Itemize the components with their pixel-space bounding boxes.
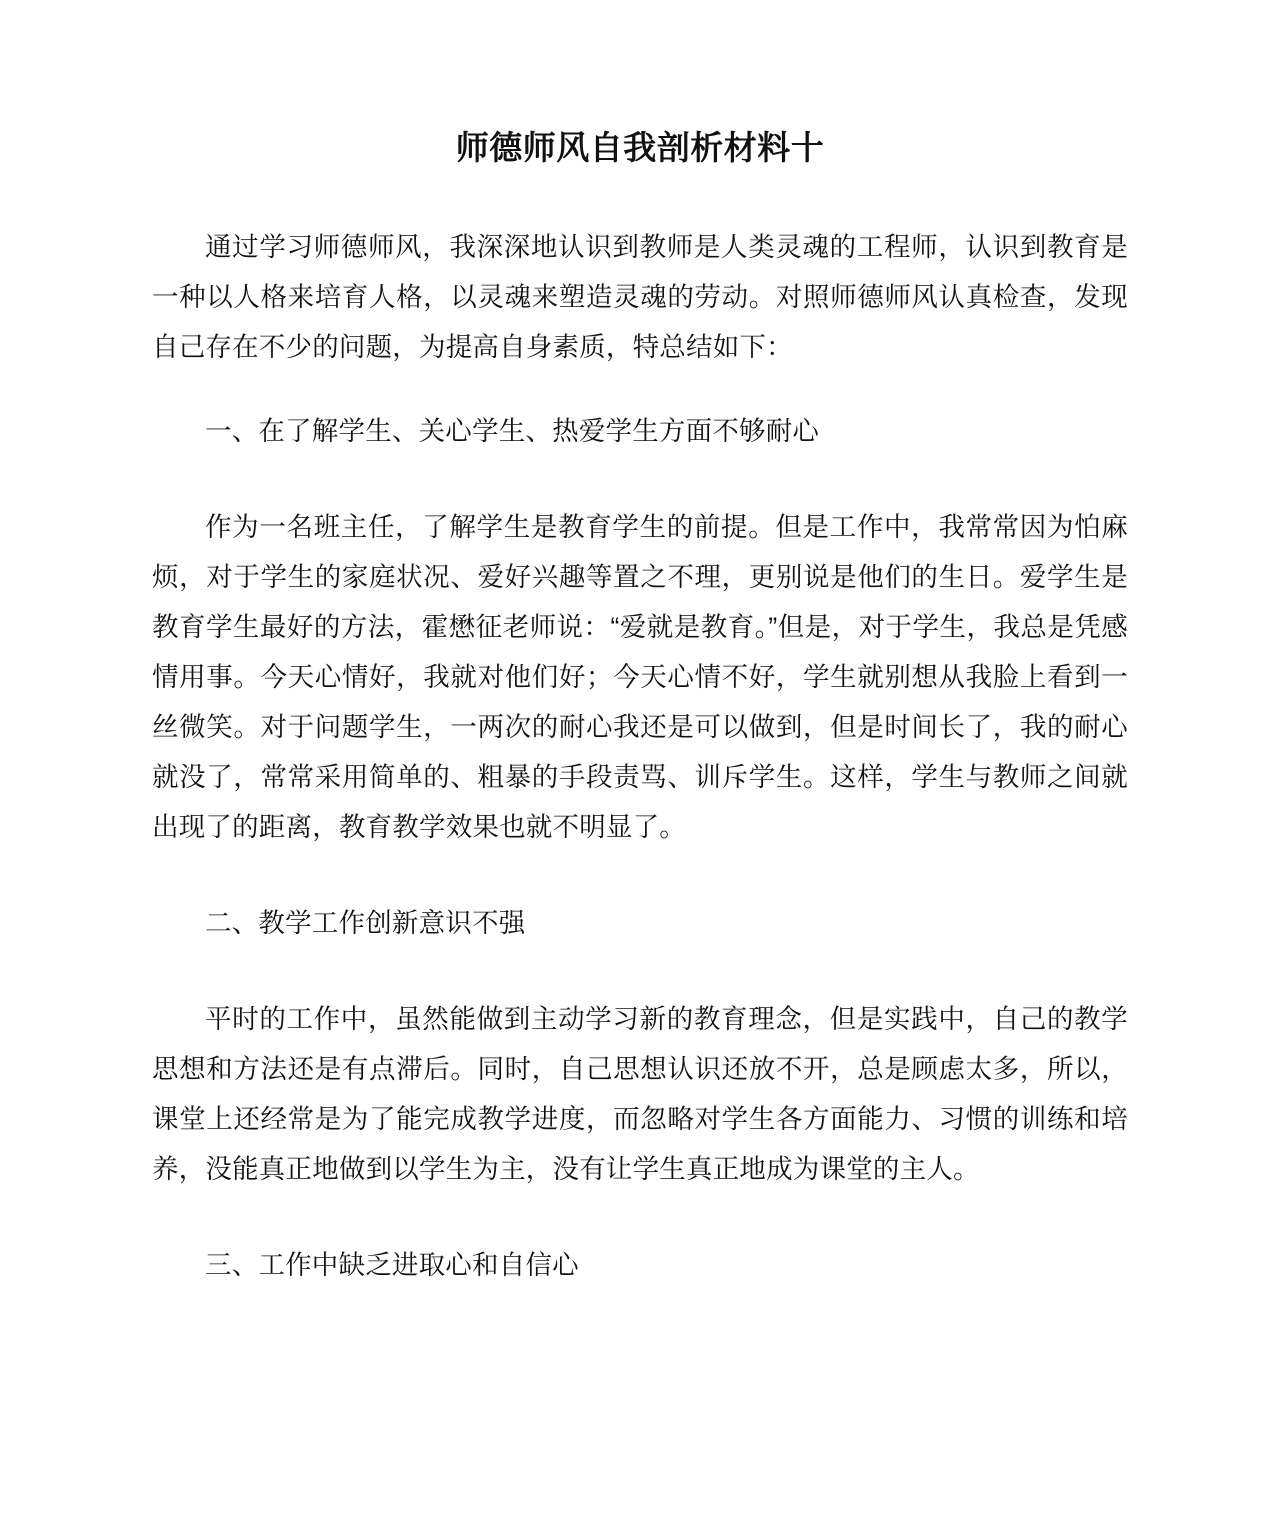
section-paragraph-2: 平时的工作中，虽然能做到主动学习新的教育理念，但是实践中，自己的教学思想和方法还是有点滞后。同时，自己思想认识还放不开，总是顾虑太多，所以，课堂上还经常是为了能完成教学进度，而忽略对学生各方面能力、习惯的训练和培养，没能真正地做到以学生为主，没有让学生真正地成为课堂的主人。: [152, 1004, 1128, 1184]
section-heading-3: 三、工作中缺乏进取心和自信心: [205, 1250, 579, 1280]
section-paragraph-1: 作为一名班主任，了解学生是教育学生的前提。但是工作中，我常常因为怕麻烦，对于学生的家庭状况、爱好兴趣等置之不理，更别说是他们的生日。爱学生是教育学生最好的方法，霍懋征老师说：“爱就是教育。”但是，对于学生，我总是凭感情用事。今天心情好，我就对他们好；今天心情不好，学生就别想从我脸上看到一丝微笑。对于问题学生，一两次的耐心我还是可以做到，但是时间长了，我的耐心就没了，常常采用简单的、粗暴的手段责骂、训斥学生。这样，学生与教师之间就出现了的距离，教育教学效果也就不明显了。: [152, 512, 1128, 842]
document-body: [152, 222, 1128, 1290]
section-heading-1: 一、在了解学生、关心学生、热爱学生方面不够耐心: [205, 416, 820, 446]
section-heading-2: 二、教学工作创新意识不强: [205, 908, 526, 938]
page-title: 师德师风自我剖析材料十: [455, 129, 825, 166]
intro-paragraph: 通过学习师德师风，我深深地认识到教师是人类灵魂的工程师，认识到教育是一种以人格来培育人格，以灵魂来塑造灵魂的劳动。对照师德师风认真检查，发现自己存在不少的问题，为提高自身素质，特总结如下：: [152, 232, 1128, 362]
